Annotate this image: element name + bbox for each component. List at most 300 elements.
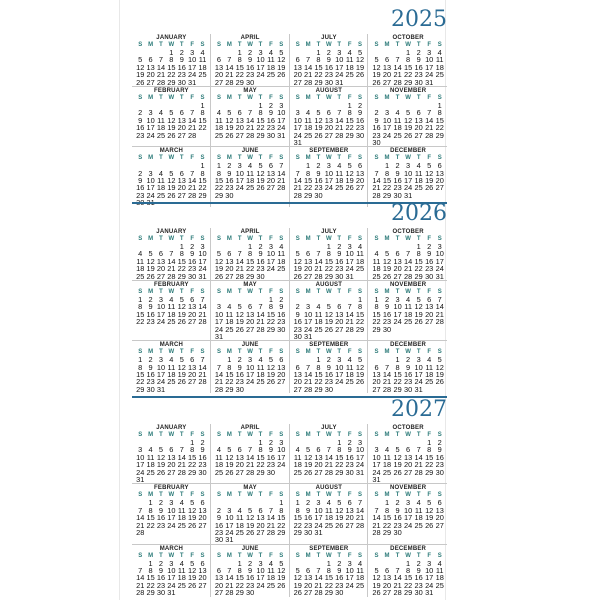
day-cell: 3 — [279, 438, 284, 447]
day-cell: 28 — [225, 588, 234, 598]
year-block-2025 — [132, 6, 447, 200]
day-cell: 23 — [393, 183, 402, 193]
day-cell: 17 — [393, 309, 402, 319]
day-cell: 24 — [198, 264, 207, 274]
day-cell: 30 — [225, 190, 234, 200]
day-cell: 29 — [293, 527, 302, 537]
day-cell: 23 — [214, 527, 224, 537]
day-cell: 11 — [356, 249, 364, 259]
weekday-label: S — [216, 236, 221, 242]
day-cell: 9 — [158, 566, 164, 576]
day-cell: 8 — [406, 566, 411, 576]
day-cell: 10 — [335, 362, 344, 372]
day-cell: 29 — [225, 384, 234, 394]
day-cell: 3 — [384, 108, 390, 118]
day-cell: 16 — [266, 452, 276, 462]
day-cell: 30 — [156, 588, 166, 598]
day-cell: 16 — [425, 256, 434, 266]
weekday-label: W — [247, 94, 253, 101]
day-cell: 25 — [393, 130, 402, 140]
day-cell: 7 — [248, 445, 253, 455]
day-cell: 1 — [169, 48, 174, 57]
day-cell: 11 — [383, 452, 391, 462]
day-cell: 14 — [425, 115, 434, 125]
day-cell: 26 — [188, 520, 197, 530]
day-cell: 19 — [414, 309, 423, 319]
day-cell: 3 — [248, 355, 253, 365]
day-cell: 25 — [345, 377, 354, 387]
day-cell: 5 — [357, 48, 363, 57]
day-cell: 14 — [188, 115, 197, 125]
weekday-label: S — [138, 288, 143, 295]
day-cell: 11 — [356, 566, 364, 576]
weekday-label: S — [216, 42, 221, 48]
day-cell: 25 — [355, 580, 365, 590]
day-cell: 12 — [414, 302, 423, 312]
day-cell: 16 — [355, 115, 365, 125]
day-cell: 9 — [374, 115, 379, 125]
day-cell: 15 — [293, 513, 302, 523]
weekday-label: S — [374, 492, 379, 499]
weekday-label: F — [190, 349, 194, 356]
day-cell: 8 — [148, 566, 153, 576]
weekday-label: M — [384, 492, 390, 499]
day-cell: 10 — [414, 362, 423, 372]
day-cell: 15 — [146, 513, 155, 523]
weekday-label: S — [200, 432, 205, 438]
weekday-label: T — [159, 155, 163, 162]
month-name: NOVEMBER — [389, 87, 427, 94]
weekday-label: M — [226, 432, 232, 438]
day-cell — [177, 529, 187, 536]
day-cell: 9 — [268, 445, 273, 455]
day-cell: 24 — [256, 580, 265, 590]
week-row — [135, 79, 208, 86]
day-cell: 5 — [295, 249, 300, 259]
day-cell: 25 — [277, 264, 286, 274]
day-cell: 15 — [324, 256, 333, 266]
day-cell: 3 — [406, 498, 411, 508]
weekday-label: S — [358, 288, 363, 295]
day-cell: 9 — [384, 302, 390, 312]
month-january — [132, 228, 211, 281]
weekday-label: T — [395, 236, 400, 242]
day-cell: 14 — [372, 176, 381, 186]
day-cell: 2 — [395, 161, 400, 171]
month-september — [290, 545, 369, 597]
day-cell: 11 — [146, 452, 155, 462]
month-december — [368, 545, 447, 597]
day-cell: 10 — [167, 505, 176, 515]
day-cell: 6 — [279, 355, 284, 365]
week-row — [135, 522, 208, 529]
day-cell: 17 — [345, 256, 354, 266]
weekday-label: S — [295, 288, 300, 295]
weekday-label: T — [179, 552, 184, 559]
day-cell: 22 — [235, 580, 244, 590]
weekday-label: S — [374, 42, 379, 48]
day-cell: 3 — [279, 100, 284, 110]
day-cell: 1 — [248, 242, 253, 251]
day-cell — [355, 333, 365, 340]
day-cell: 22 — [177, 264, 186, 274]
day-cell: 28 — [266, 527, 276, 537]
weekday-label: F — [427, 349, 432, 356]
month-june — [211, 545, 290, 597]
day-cell: 12 — [156, 452, 166, 462]
weekday-header — [371, 236, 445, 243]
day-cell: 16 — [303, 513, 313, 523]
day-cell: 3 — [258, 48, 263, 57]
day-cell: 24 — [156, 377, 166, 387]
weekday-label: S — [138, 492, 143, 499]
week-row — [214, 536, 287, 543]
day-cell: 30 — [246, 588, 255, 598]
day-cell: 22 — [355, 317, 365, 327]
day-cell: 15 — [435, 115, 444, 125]
day-cell: 19 — [266, 370, 276, 380]
day-cell: 1 — [279, 498, 284, 508]
day-cell: 25 — [335, 183, 344, 193]
weekday-label: S — [295, 155, 300, 162]
day-cell: 22 — [404, 580, 413, 590]
week-row — [371, 476, 445, 483]
day-cell: 14 — [246, 452, 255, 462]
day-cell: 25 — [314, 324, 323, 334]
day-cell: 9 — [437, 445, 442, 455]
day-cell: 19 — [314, 123, 323, 133]
weekday-label: F — [190, 94, 194, 101]
day-cell: 20 — [414, 123, 423, 133]
day-cell: 24 — [303, 324, 313, 334]
day-cell: 20 — [146, 70, 155, 80]
weekday-label: F — [347, 94, 352, 101]
day-cell: 1 — [374, 294, 379, 304]
day-cell: 4 — [258, 355, 263, 365]
day-cell: 2 — [357, 100, 363, 110]
day-cell: 12 — [293, 256, 302, 266]
weekday-label: T — [258, 236, 263, 242]
day-cell: 17 — [188, 62, 197, 72]
day-cell: 29 — [314, 77, 323, 87]
day-cell: 17 — [355, 452, 365, 462]
day-cell: 1 — [200, 100, 205, 110]
day-cell: 4 — [437, 48, 442, 57]
day-cell: 27 — [177, 190, 186, 200]
day-cell: 16 — [372, 123, 381, 133]
day-cell: 25 — [404, 317, 413, 327]
month-name: SEPTEMBER — [309, 545, 349, 552]
day-cell: 9 — [427, 249, 432, 259]
day-cell: 6 — [237, 108, 242, 118]
day-cell: 1 — [316, 355, 321, 365]
day-cell — [324, 192, 334, 199]
day-cell: 9 — [138, 115, 143, 125]
month-name: DECEMBER — [390, 545, 427, 552]
day-cell: 23 — [303, 520, 313, 530]
weekday-label: T — [179, 432, 184, 438]
day-cell: 2 — [237, 355, 242, 365]
day-cell: 19 — [256, 176, 265, 186]
day-cell: 27 — [293, 77, 302, 87]
day-cell: 11 — [167, 362, 176, 372]
day-cell: 24 — [314, 520, 323, 530]
day-cell: 5 — [427, 161, 432, 171]
day-cell: 30 — [177, 77, 186, 87]
day-cell: 12 — [324, 309, 333, 319]
day-cell: 13 — [156, 256, 166, 266]
day-cell: 8 — [268, 302, 273, 312]
day-cell: 18 — [136, 264, 145, 274]
day-cell — [355, 79, 365, 86]
day-cell: 17 — [136, 460, 145, 470]
day-cell: 14 — [335, 115, 344, 125]
day-cell: 19 — [167, 123, 176, 133]
day-cell — [156, 476, 166, 483]
day-cell: 23 — [404, 377, 413, 387]
day-cell: 1 — [237, 48, 242, 57]
weekday-label: W — [405, 236, 411, 242]
weekday-label: F — [269, 432, 273, 438]
day-cell: 24 — [146, 190, 155, 200]
day-cell: 2 — [406, 355, 411, 365]
day-cell: 24 — [136, 467, 145, 477]
day-cell: 6 — [169, 445, 174, 455]
weekday-label: S — [200, 42, 205, 48]
day-cell: 8 — [406, 55, 411, 65]
day-cell: 17 — [277, 115, 286, 125]
day-cell: 16 — [335, 256, 344, 266]
day-cell: 11 — [267, 566, 275, 576]
day-cell: 5 — [227, 108, 232, 118]
day-cell: 8 — [169, 55, 174, 65]
day-cell: 23 — [156, 520, 166, 530]
day-cell: 30 — [188, 271, 197, 281]
week-row — [371, 469, 445, 476]
weekday-label: F — [427, 155, 432, 162]
day-cell: 11 — [314, 309, 323, 319]
day-cell: 13 — [277, 362, 286, 372]
day-cell: 17 — [277, 452, 286, 462]
week-row — [214, 326, 287, 333]
day-cell: 13 — [246, 309, 255, 319]
day-cell: 10 — [277, 108, 286, 118]
day-cell: 10 — [146, 176, 155, 186]
month-september — [290, 147, 369, 206]
month-name: AUGUST — [315, 87, 343, 94]
day-cell: 21 — [404, 264, 413, 274]
day-cell: 6 — [200, 558, 205, 568]
weekday-label: W — [326, 42, 332, 48]
day-cell: 24 — [324, 183, 333, 193]
day-cell: 27 — [167, 467, 176, 477]
day-cell: 28 — [372, 190, 381, 200]
day-cell: 14 — [372, 513, 381, 523]
weekday-label: T — [416, 492, 421, 499]
day-cell: 21 — [167, 264, 176, 274]
day-cell — [434, 589, 445, 596]
day-cell — [235, 536, 245, 543]
month-name: DECEMBER — [390, 148, 427, 155]
day-cell: 7 — [227, 55, 232, 65]
weekday-header — [293, 95, 366, 102]
day-cell: 3 — [237, 161, 242, 171]
weekday-label: S — [437, 94, 442, 101]
day-cell: 22 — [293, 520, 302, 530]
day-cell: 17 — [156, 370, 166, 380]
day-cell: 20 — [335, 317, 344, 327]
week-row — [293, 589, 366, 596]
day-cell: 4 — [216, 445, 221, 455]
day-cell: 22 — [414, 264, 423, 274]
week-row — [371, 326, 445, 333]
day-cell: 11 — [414, 505, 423, 515]
day-cell: 8 — [416, 249, 421, 259]
month-january — [132, 424, 211, 484]
day-cell: 27 — [246, 324, 255, 334]
day-cell: 22 — [167, 70, 176, 80]
day-cell: 18 — [355, 573, 365, 583]
day-cell: 14 — [404, 256, 413, 266]
day-cell: 22 — [404, 70, 413, 80]
day-cell: 19 — [355, 370, 365, 380]
day-cell: 14 — [198, 362, 207, 372]
day-cell: 1 — [148, 498, 153, 508]
day-cell: 21 — [414, 460, 423, 470]
month-april — [211, 228, 290, 281]
day-cell: 16 — [345, 452, 354, 462]
day-cell: 10 — [372, 452, 381, 462]
day-cell: 25 — [214, 467, 224, 477]
day-cell: 16 — [214, 520, 224, 530]
day-cell: 13 — [188, 302, 197, 312]
day-cell: 13 — [414, 115, 423, 125]
weekday-label: M — [384, 155, 390, 162]
day-cell: 25 — [136, 271, 145, 281]
weekday-label: M — [384, 349, 390, 356]
day-cell: 5 — [395, 445, 400, 455]
week-row — [293, 139, 366, 146]
month-november — [368, 87, 447, 147]
day-cell: 8 — [437, 108, 442, 118]
day-cell: 6 — [148, 55, 153, 65]
day-cell — [255, 386, 265, 393]
day-cell — [276, 589, 286, 596]
day-cell: 12 — [266, 362, 276, 372]
day-cell: 9 — [237, 362, 242, 372]
day-cell: 21 — [372, 520, 381, 530]
day-cell: 15 — [225, 370, 234, 380]
day-cell: 10 — [256, 55, 265, 65]
day-cell: 6 — [337, 302, 342, 312]
weekday-label: F — [427, 94, 432, 101]
day-cell: 15 — [235, 573, 244, 583]
day-cell: 17 — [167, 573, 176, 583]
day-cell: 27 — [435, 520, 444, 530]
day-cell — [392, 476, 403, 483]
day-cell: 19 — [372, 70, 381, 80]
weekday-label: M — [148, 42, 154, 48]
day-cell — [156, 529, 166, 536]
day-cell: 2 — [295, 302, 300, 312]
day-cell: 14 — [393, 573, 402, 583]
day-cell: 19 — [324, 317, 333, 327]
day-cell: 4 — [237, 505, 242, 515]
day-cell — [197, 132, 207, 139]
weekday-label: T — [237, 236, 242, 242]
day-cell: 21 — [266, 520, 276, 530]
day-cell: 26 — [414, 317, 423, 327]
weekday-label: T — [179, 349, 184, 356]
day-cell: 7 — [384, 362, 390, 372]
weekday-label: T — [316, 349, 321, 356]
day-cell: 22 — [136, 377, 145, 387]
day-cell: 5 — [169, 108, 174, 118]
day-cell: 30 — [393, 527, 402, 537]
day-cell — [266, 589, 276, 596]
day-cell: 16 — [136, 123, 145, 133]
day-cell: 8 — [227, 362, 232, 372]
day-cell: 8 — [384, 168, 390, 178]
week-row — [293, 273, 366, 280]
month-august — [290, 281, 369, 341]
weekday-label: T — [159, 288, 163, 295]
month-name: APRIL — [240, 229, 260, 235]
day-cell — [177, 589, 187, 596]
day-cell: 18 — [382, 460, 392, 470]
weekday-label: T — [237, 288, 242, 295]
month-february — [132, 484, 211, 544]
day-cell: 5 — [179, 355, 184, 365]
day-cell: 8 — [337, 445, 342, 455]
month-name: JUNE — [241, 545, 259, 552]
day-cell — [197, 79, 207, 86]
day-cell: 20 — [303, 580, 313, 590]
day-cell: 23 — [372, 130, 381, 140]
day-cell: 1 — [326, 242, 331, 251]
day-cell: 10 — [266, 249, 276, 259]
day-cell: 4 — [279, 242, 284, 251]
day-cell: 29 — [345, 130, 354, 140]
day-cell: 5 — [406, 108, 411, 118]
weekday-label: W — [168, 432, 175, 438]
day-cell: 23 — [246, 580, 255, 590]
day-cell: 25 — [156, 130, 166, 140]
day-cell: 14 — [246, 115, 255, 125]
day-cell: 26 — [435, 377, 444, 387]
day-cell: 6 — [384, 566, 390, 576]
weekday-label: F — [269, 492, 273, 499]
day-cell: 24 — [355, 460, 365, 470]
day-cell: 27 — [314, 467, 323, 477]
day-cell: 22 — [225, 377, 234, 387]
day-cell: 27 — [198, 580, 207, 590]
month-name: MARCH — [159, 342, 184, 349]
day-cell: 22 — [214, 183, 224, 193]
day-cell — [413, 326, 424, 333]
day-cell: 3 — [374, 445, 379, 455]
day-cell: 21 — [393, 70, 402, 80]
day-cell: 30 — [435, 467, 444, 477]
day-cell: 1 — [258, 438, 263, 447]
weekday-label: S — [216, 349, 221, 356]
day-cell: 22 — [146, 520, 155, 530]
day-cell: 26 — [355, 377, 365, 387]
day-cell: 3 — [200, 242, 205, 251]
month-april — [211, 424, 290, 484]
day-cell: 1 — [148, 558, 153, 568]
day-cell: 21 — [372, 183, 381, 193]
